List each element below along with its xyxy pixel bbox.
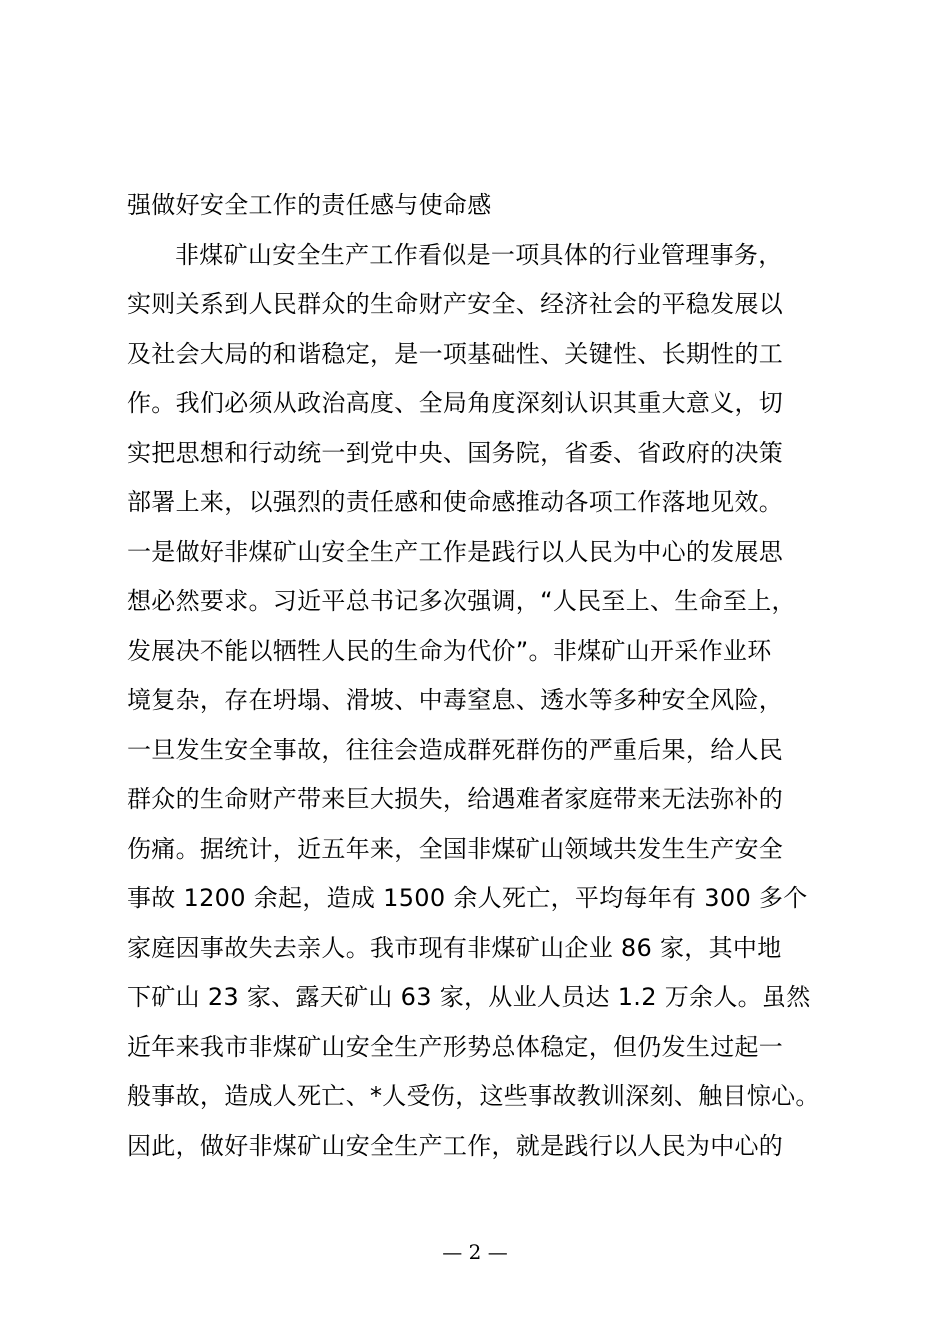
body-text xyxy=(127,181,847,1171)
text-line: 作。我们必须从政治高度、全局角度深刻认识其重大意义，切 xyxy=(127,389,784,417)
text-line: 近年来我市非煤矿山安全生产形势总体稳定，但仍发生过起一 xyxy=(127,1032,784,1061)
text-line: 因此，做好非煤矿山安全生产工作，就是践行以人民为中心的 xyxy=(127,1131,784,1160)
text-line: 境复杂，存在坍塌、滑坡、中毒窒息、透水等多种安全风险， xyxy=(127,686,784,714)
text-line: 伤痛。据统计，近五年来，全国非煤矿山领域共发生生产安全 xyxy=(127,834,784,863)
text-line: 部署上来，以强烈的责任感和使命感推动各项工作落地见效。 xyxy=(127,488,784,516)
paragraph-first-line: 非煤矿山安全生产工作看似是一项具体的行业管理事务， xyxy=(175,240,783,269)
page-number: — 2 — xyxy=(442,1240,508,1264)
text-line: 及社会大局的和谐稳定，是一项基础性、关键性、长期性的工 xyxy=(127,339,784,368)
text-line: 想必然要求。习近平总书记多次强调，“人民至上、生命至上， xyxy=(127,587,796,615)
text-line: 般事故，造成人死亡、*人受伤，这些事故教训深刻、触目惊心。 xyxy=(127,1082,820,1110)
text-line: 发展决不能以牺牲人民的生命为代价”。非煤矿山开采作业环 xyxy=(127,636,772,665)
text-line: 一旦发生安全事故，往往会造成群死群伤的严重后果，给人民 xyxy=(127,735,784,764)
text-line: 实则关系到人民群众的生命财产安全、经济社会的平稳发展以 xyxy=(127,290,784,318)
text-line: 事故 1200 余起，造成 1500 余人死亡，平均每年有 300 多个 xyxy=(127,884,808,912)
text-line: 下矿山 23 家、露天矿山 63 家，从业人员达 1.2 万余人。虽然 xyxy=(127,983,811,1011)
text-line: 强做好安全工作的责任感与使命感 xyxy=(127,191,492,219)
text-line: 一是做好非煤矿山安全生产工作是践行以人民为中心的发展思 xyxy=(127,537,784,566)
text-line: 家庭因事故失去亲人。我市现有非煤矿山企业 86 家，其中地 xyxy=(127,933,782,962)
text-line: 实把思想和行动统一到党中央、国务院，省委、省政府的决策 xyxy=(127,438,784,467)
text-line: 群众的生命财产带来巨大损失，给遇难者家庭带来无法弥补的 xyxy=(127,785,784,813)
